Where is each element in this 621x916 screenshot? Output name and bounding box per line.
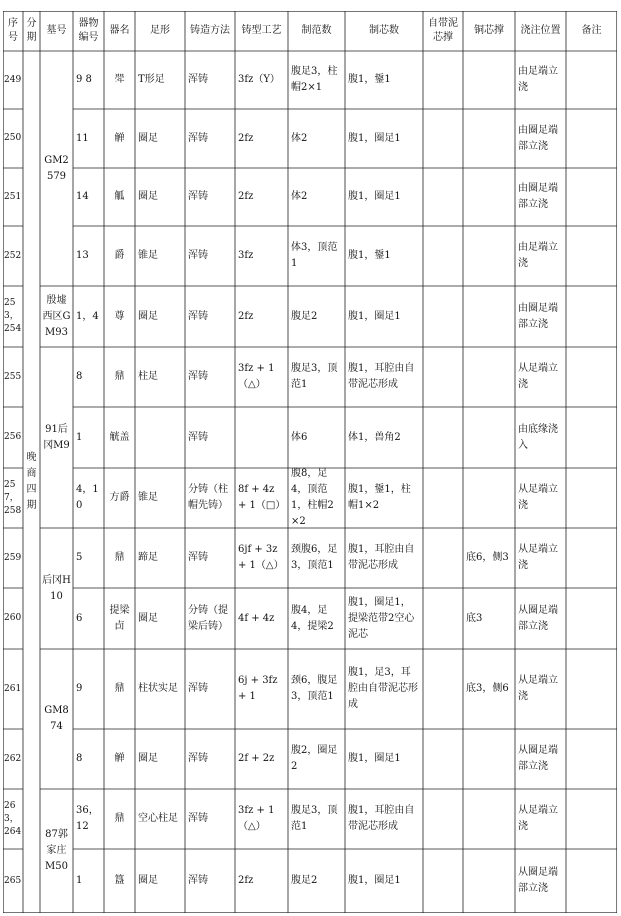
seq-cell: 256 <box>4 432 22 442</box>
bronze-core-cell <box>463 109 515 168</box>
mold-process-cell: 6j + 3fz + 1 <box>238 675 278 702</box>
mold-process-cell: 3fz + 1（△） <box>238 805 275 832</box>
fan-count-cell: 腹足2 <box>291 310 318 322</box>
vessel-name-cell: 觯 <box>114 753 125 764</box>
foot-cell: 圈足 <box>138 191 158 202</box>
bronze-core-cell <box>463 226 515 286</box>
pour-position-cell: 由圈足端部立浇 <box>518 183 558 210</box>
mold-process-cell: 8f + 4z + 1（□） <box>238 484 286 511</box>
bronze-core-cell <box>463 51 515 109</box>
fan-count-cell: 体2 <box>291 132 308 144</box>
foot-cell: 锥足 <box>138 250 158 261</box>
header-vessel-name: 器名 <box>109 25 130 36</box>
tomb-cell: 殷墟西区GM93 <box>42 294 71 338</box>
header-vessel-no: 器物编号 <box>78 18 99 43</box>
core-count-cell: 腹1，鋬1，柱帽1×2 <box>348 484 411 511</box>
vessel-name-cell: 簋 <box>114 875 125 886</box>
pour-position-cell: 由圈足端部立浇 <box>518 124 558 152</box>
mold-process-cell: 4f + 4z <box>238 612 275 624</box>
fan-count-cell: 颈6，腹足3，顶范1 <box>291 675 338 702</box>
pour-position-cell: 从足端立浇 <box>518 675 558 702</box>
bronze-core-cell <box>463 286 515 347</box>
bronze-core-cell: 底6，侧3 <box>466 552 509 563</box>
core-count-cell: 腹1，足3，耳腔由自带泥芯形成 <box>348 667 418 710</box>
mold-process-cell: 2f + 2z <box>238 753 275 764</box>
core-count-cell: 体1，兽角2 <box>348 431 401 443</box>
tomb-cell: 后冈H10 <box>42 574 71 602</box>
header-casting-method: 铸造方法 <box>190 25 230 36</box>
seq-cell: 259 <box>4 552 22 563</box>
vessel-no-cell: 36，12 <box>76 805 99 832</box>
vessel-no-cell: 8 <box>76 371 83 382</box>
vessel-no-cell: 6 <box>76 612 83 624</box>
foot-cell: 空心柱足 <box>138 813 178 824</box>
seq-cell: 265 <box>4 875 22 886</box>
vessel-no-cell: 14 <box>76 191 89 202</box>
header-tomb: 墓号 <box>46 25 67 36</box>
foot-cell: 圈足 <box>138 310 158 322</box>
casting-method-cell: 浑铸 <box>188 310 208 322</box>
core-count-cell: 腹1，圈足1 <box>348 310 401 322</box>
foot-cell <box>135 407 185 468</box>
bronze-core-cell: 底3，侧6 <box>466 683 509 694</box>
pour-position-cell: 从圈足端部立浇 <box>518 604 558 632</box>
casting-method-cell: 浑铸 <box>188 813 208 824</box>
period-cell: 晚商四期 <box>26 452 37 511</box>
mold-process-cell: 3fz + 1（△） <box>238 363 275 390</box>
pour-position-cell: 由底缘浇入 <box>518 423 558 451</box>
vessel-no-cell: 13 <box>76 250 89 261</box>
header-mold-process: 铸型工艺 <box>241 25 282 36</box>
fan-count-cell: 腹足3，顶范1 <box>291 363 338 390</box>
vessel-no-cell: 1 <box>76 431 83 443</box>
bronze-core-cell <box>463 347 515 407</box>
fan-count-cell: 腹足3，顶范1 <box>291 805 338 832</box>
casting-method-cell: 浑铸 <box>188 753 208 764</box>
seq-cell: 253，254 <box>4 298 22 334</box>
casting-method-cell: 浑铸 <box>188 132 208 144</box>
vessel-name-cell: 觥盖 <box>109 431 130 443</box>
casting-method-cell: 浑铸 <box>188 74 208 85</box>
tomb-cell: 87郭家庄M50 <box>45 829 68 872</box>
mold-process-cell <box>235 407 288 468</box>
vessel-no-cell: 5 <box>76 552 83 563</box>
core-count-cell: 腹1，圈足1 <box>348 132 401 144</box>
header-period: 分期 <box>26 18 37 43</box>
seq-cell: 261 <box>4 683 22 694</box>
fan-count-cell: 颈腹6，足3，顶范1 <box>291 544 338 571</box>
header-self-clay-core: 自带泥芯撑 <box>428 18 458 43</box>
header-pour-position: 浇注位置 <box>520 25 561 36</box>
seq-cell: 249 <box>4 74 22 85</box>
tomb-cell: GM874 <box>44 705 69 732</box>
vessel-name-cell: 鼎 <box>114 552 125 563</box>
casting-method-cell: 浑铸 <box>188 683 208 694</box>
vessel-no-cell: 1 <box>76 875 83 886</box>
header-bronze-core: 铜芯撑 <box>474 25 504 36</box>
vessel-name-cell: 斝 <box>114 74 125 85</box>
foot-cell: 圈足 <box>138 132 158 144</box>
foot-cell: T形足 <box>138 74 165 85</box>
core-count-cell: 腹1，鋬1 <box>348 250 391 261</box>
core-count-cell: 腹1，圈足1 <box>348 753 401 764</box>
casting-method-cell: 浑铸 <box>188 250 208 261</box>
vessel-name-cell: 鼎 <box>114 683 125 694</box>
core-count-cell: 腹1，耳腔由自带泥芯形成 <box>348 363 415 390</box>
mold-process-cell: 2fz <box>238 132 254 144</box>
vessel-no-cell: 8 <box>76 753 83 764</box>
core-count-cell: 腹1，圈足1 <box>348 875 401 886</box>
pour-position-cell: 从圈足端部立浇 <box>518 745 558 772</box>
header-core-count: 制芯数 <box>369 25 399 36</box>
mold-process-cell: 3fz（Y） <box>238 74 280 85</box>
seq-cell: 255 <box>4 371 22 382</box>
mold-process-cell: 3fz <box>238 250 254 261</box>
vessel-name-cell: 觯 <box>114 132 125 144</box>
fan-count-cell: 体3，顶范1 <box>291 242 338 269</box>
core-count-cell: 腹1，圈足1 <box>348 191 401 202</box>
fan-count-cell: 腹2，圈足2 <box>291 745 338 772</box>
mold-process-cell: 2fz <box>238 875 254 886</box>
vessel-no-cell: 9 <box>76 683 83 694</box>
bronze-core-cell: 底3 <box>466 612 483 624</box>
seq-cell: 260 <box>4 613 22 623</box>
casting-method-cell: 分铸（柱帽先铸） <box>188 484 228 511</box>
casting-method-cell: 浑铸 <box>188 191 208 202</box>
pour-position-cell: 从圈足端部立浇 <box>518 867 558 894</box>
bronze-core-cell <box>463 407 515 468</box>
bronze-core-cell <box>463 468 515 528</box>
mold-process-cell: 2fz <box>238 310 254 322</box>
mold-process-cell: 2fz <box>238 191 254 202</box>
core-count-cell: 腹1，鋬1 <box>348 74 391 85</box>
fan-count-cell: 腹4，足4，提梁2 <box>291 604 334 632</box>
foot-cell: 蹄足 <box>138 552 158 563</box>
tomb-cell: 91后冈M9 <box>43 423 70 451</box>
foot-cell: 柱状实足 <box>138 683 178 694</box>
vessel-name-cell: 尊 <box>114 310 125 322</box>
foot-cell: 锥足 <box>138 492 158 503</box>
bronze-core-cell <box>463 729 515 789</box>
foot-cell: 圈足 <box>138 875 158 886</box>
bronze-core-cell <box>463 789 515 849</box>
tomb-cell: GM2579 <box>44 154 69 182</box>
fan-count-cell: 体2 <box>291 191 308 202</box>
pour-position-cell: 由足端立浇 <box>518 66 558 93</box>
fan-count-cell: 腹8，足4，顶范1，柱帽2×2 <box>291 468 334 527</box>
fan-count-cell: 腹足2 <box>291 875 318 886</box>
casting-method-cell: 浑铸 <box>188 552 208 563</box>
pour-position-cell: 从足端立浇 <box>518 805 558 832</box>
foot-cell: 圈足 <box>138 753 158 764</box>
pour-position-cell: 从足端立浇 <box>518 544 558 571</box>
header-remarks: 备注 <box>581 25 602 36</box>
core-count-cell: 腹1，耳腔由自带泥芯形成 <box>348 805 415 832</box>
vessel-name-cell: 爵 <box>114 250 125 261</box>
vessel-name-cell: 提梁卣 <box>109 604 130 632</box>
casting-method-cell: 浑铸 <box>188 371 208 382</box>
vessel-name-cell: 鼎 <box>114 813 125 824</box>
casting-method-cell: 分铸（提梁后铸） <box>188 604 228 632</box>
pour-position-cell: 由圈足端部立浇 <box>518 302 558 330</box>
header-seq: 序号 <box>8 18 18 43</box>
casting-method-cell: 浑铸 <box>188 875 208 886</box>
core-count-cell: 腹1，圈足1，提梁范带2空心泥芯 <box>348 596 415 640</box>
foot-cell: 柱足 <box>138 371 158 382</box>
seq-cell: 263，264 <box>4 800 22 837</box>
seq-cell: 250 <box>4 133 22 143</box>
bronze-core-cell <box>463 849 515 913</box>
pour-position-cell: 从足端立浇 <box>518 484 558 511</box>
vessel-no-cell: 1，4 <box>76 310 99 322</box>
header-foot: 足形 <box>150 25 170 36</box>
fan-count-cell: 体6 <box>291 431 308 443</box>
fan-count-cell: 腹足3，柱帽2×1 <box>291 66 338 93</box>
bronze-core-cell <box>463 168 515 226</box>
casting-method-cell: 浑铸 <box>188 431 208 443</box>
vessel-name-cell: 方爵 <box>109 492 130 503</box>
vessel-no-cell: 11 <box>76 132 89 144</box>
vessel-name-cell: 鼎 <box>114 371 125 382</box>
vessel-no-cell: 9 8 <box>76 74 92 85</box>
pour-position-cell: 由足端立浇 <box>518 242 558 269</box>
pour-position-cell: 从足端立浇 <box>518 363 558 390</box>
foot-cell: 圈足 <box>138 612 158 624</box>
seq-cell: 257，258 <box>4 479 22 516</box>
seq-cell: 262 <box>4 753 22 764</box>
vessel-name-cell: 觚 <box>114 191 125 202</box>
header-fan-count: 制范数 <box>301 25 332 36</box>
vessel-no-cell: 4，10 <box>76 484 99 511</box>
seq-cell: 252 <box>4 250 22 261</box>
mold-process-cell: 6jf + 3z + 1（△） <box>238 544 284 571</box>
casting-table <box>3 11 617 913</box>
seq-cell: 251 <box>4 191 22 202</box>
core-count-cell: 腹1，耳腔由自带泥芯形成 <box>348 544 415 571</box>
